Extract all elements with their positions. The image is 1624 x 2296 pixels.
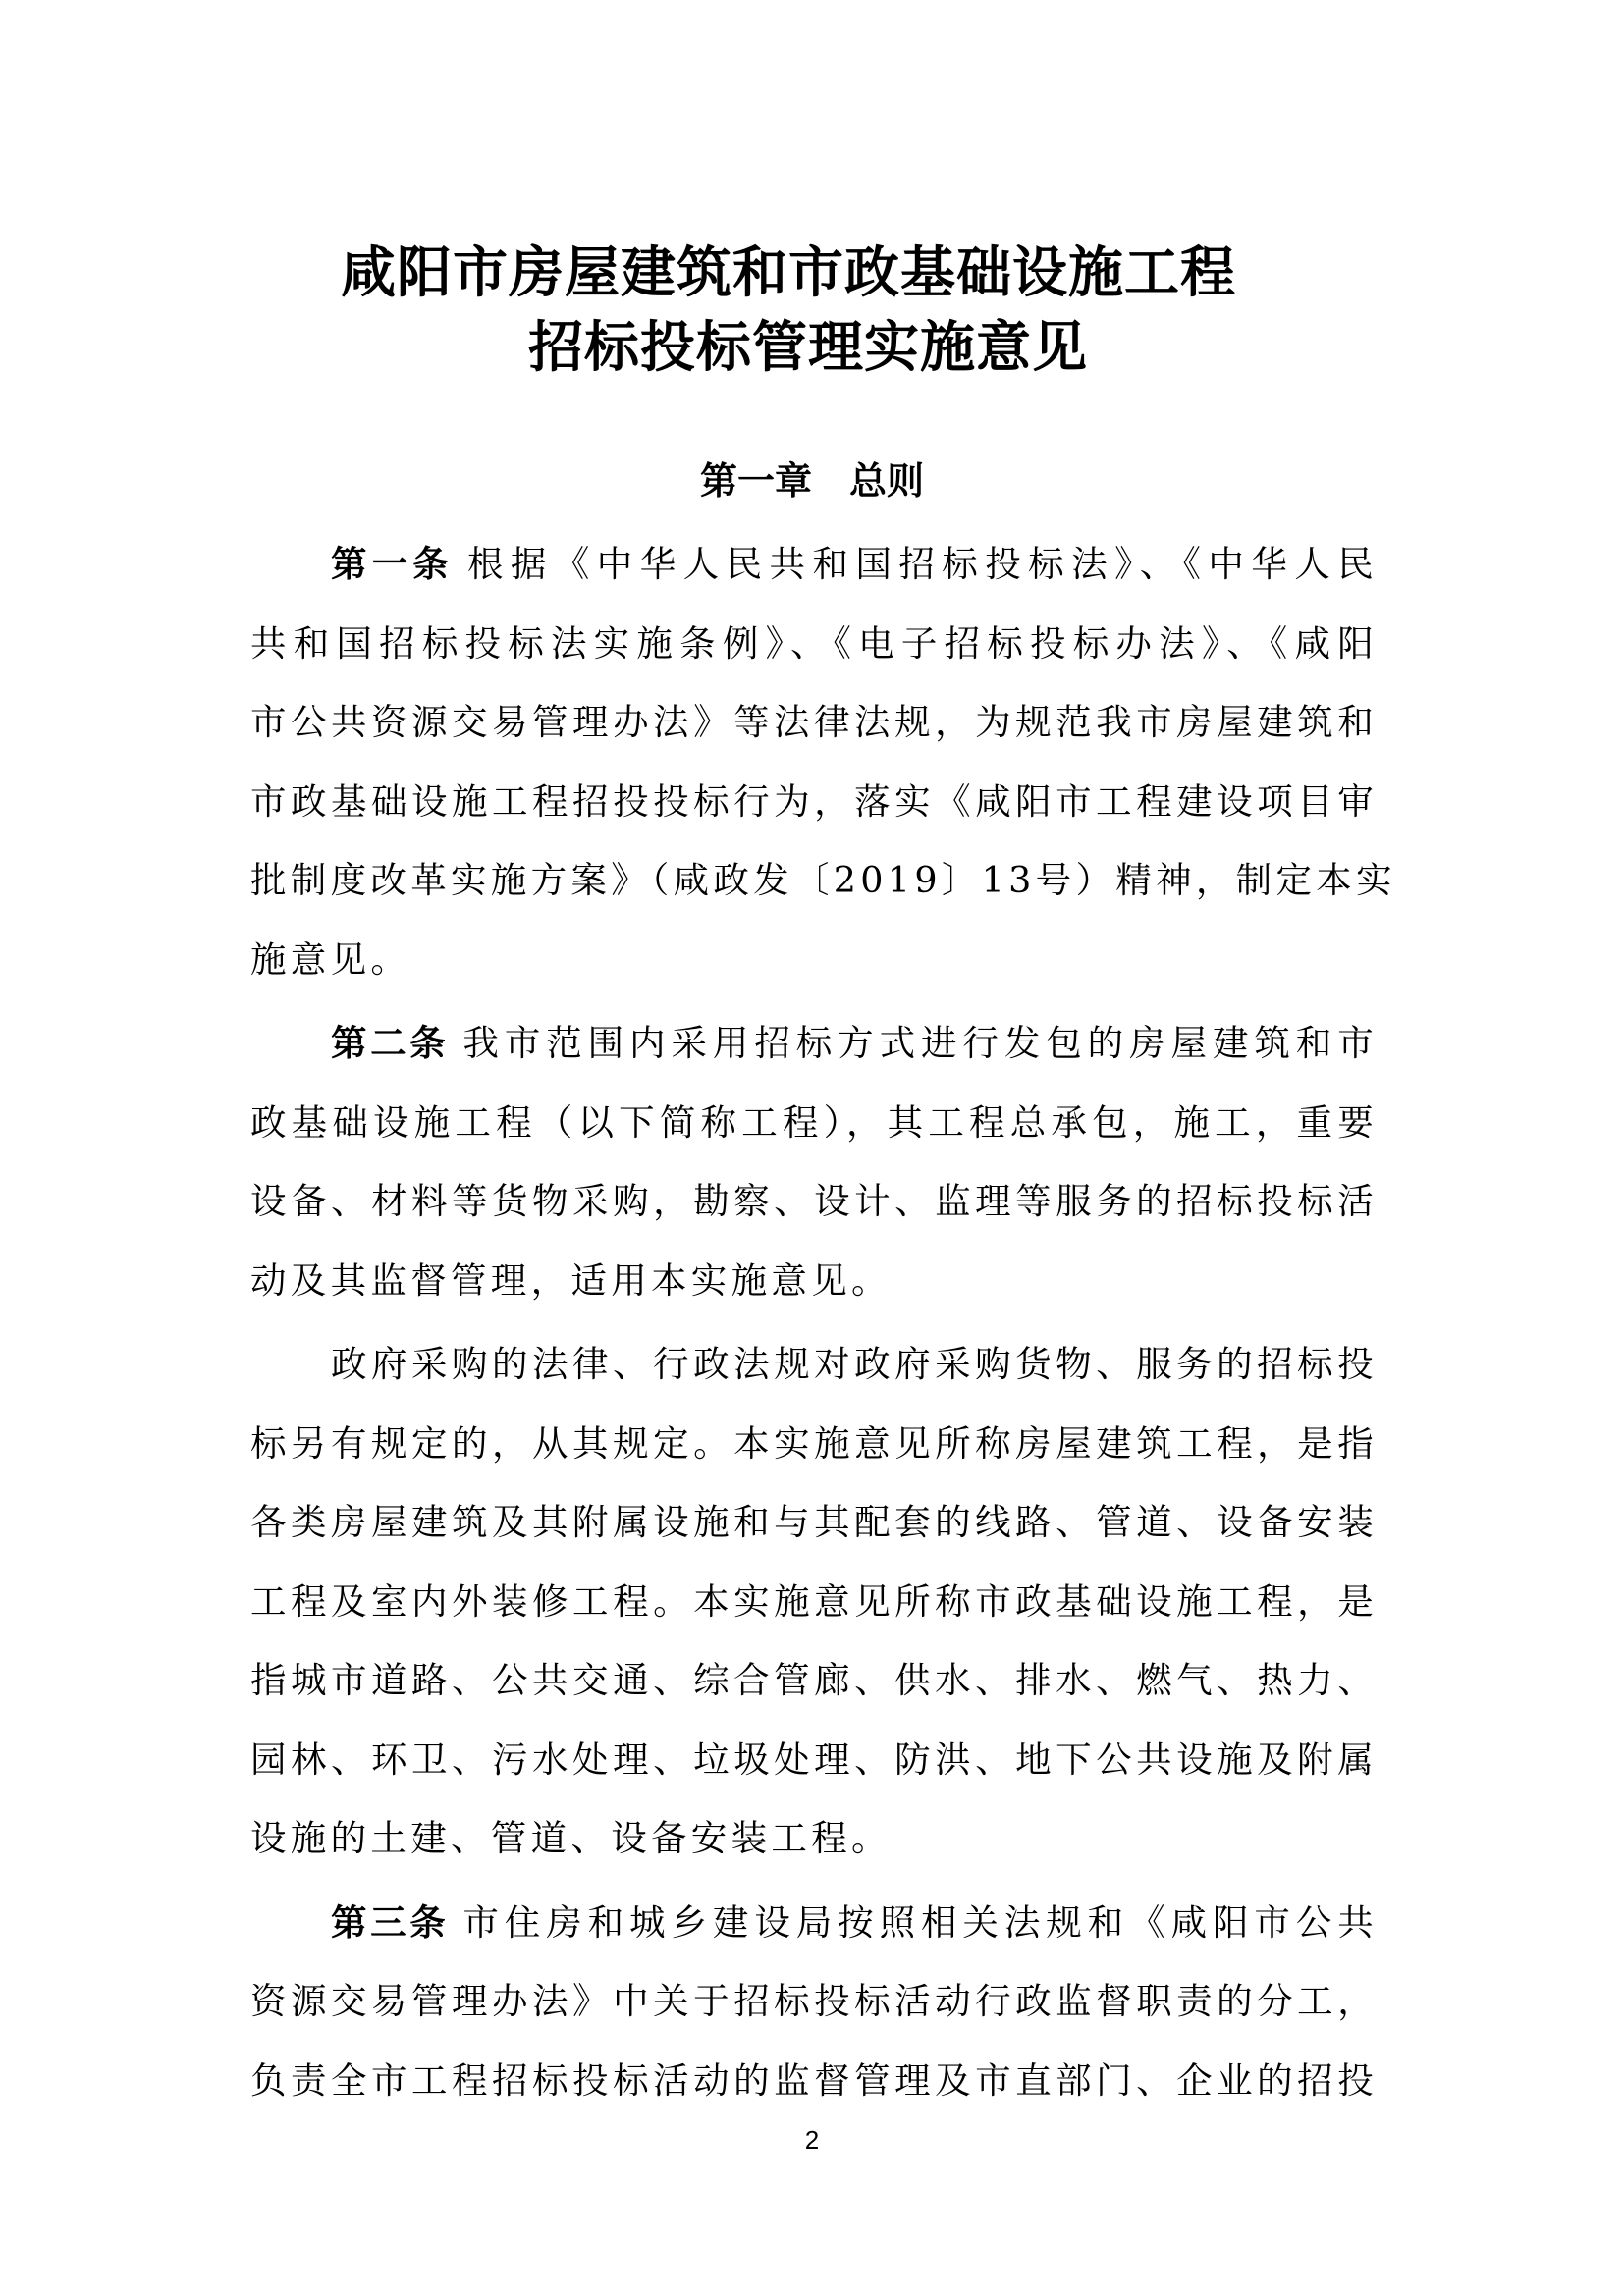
paragraph-line: 设备、材料等货物采购，勘察、设计、监理等服务的招标投标活 (250, 1180, 1378, 1222)
paragraph-line: 市公共资源交易管理办法》等法律法规，为规范我市房屋建筑和 (250, 701, 1378, 743)
paragraph-line: 设施的土建、管道、设备安装工程。 (250, 1817, 892, 1859)
article-2 (250, 1015, 1380, 1331)
document-body (250, 536, 1396, 2136)
line-text: 我市范围内采用招标方式进行发包的房屋建筑和市 (462, 1022, 1379, 1064)
article-label: 第三条 (331, 1900, 450, 1944)
paragraph-line: 园林、环卫、污水处理、垃圾处理、防洪、地下公共设施及附属 (250, 1737, 1378, 1781)
article-3 (250, 1895, 1380, 2132)
paragraph-line: 批制度改革实施方案》（咸政发〔2019〕13号）精神，制定本实 (250, 859, 1396, 901)
line-text: 市住房和城乡建设局按照相关法规和《咸阳市公共 (462, 1900, 1379, 1944)
paragraph-line: 市政基础设施工程招投投标行为，落实《咸阳市工程建设项目审 (250, 779, 1378, 823)
page-number: 2 (804, 2125, 820, 2155)
line-text: 根据《中华人民共和国招标投标法》、《中华人民 (466, 543, 1379, 585)
paragraph-line (250, 1015, 1378, 1095)
paragraph-line: 指城市道路、公共交通、综合管廊、供水、排水、燃气、热力、 (250, 1659, 1378, 1701)
paragraph-line: 政府采购的法律、行政法规对政府采购货物、服务的招标投 (331, 1343, 1378, 1385)
paragraph-line: 各类房屋建筑及其附属设施和与其配套的线路、管道、设备安装 (250, 1501, 1378, 1543)
document-title-line-1: 咸阳市房屋建筑和市政基础设施工程 (341, 241, 1236, 305)
paragraph-line: 动及其监督管理，适用本实施意见。 (250, 1258, 892, 1302)
paragraph-line: 共和国招标投标法实施条例》、《电子招标投标办法》、《咸阳 (250, 621, 1378, 665)
chapter-heading: 第一章 总则 (699, 459, 924, 503)
article-label: 第一条 (331, 543, 454, 585)
article-label: 第二条 (331, 1022, 450, 1064)
paragraph-line: 施意见。 (250, 937, 411, 981)
paragraph-line (250, 1895, 1378, 1974)
article-1 (250, 536, 1396, 1010)
paragraph-line: 标另有规定的，从其规定。本实施意见所称房屋建筑工程，是指 (250, 1421, 1378, 1465)
document-title-line-2: 招标投标管理实施意见 (528, 316, 1088, 380)
paragraph-line: 政基础设施工程（以下简称工程），其工程总承包，施工，重要 (250, 1100, 1378, 1144)
paragraph-line (250, 536, 1378, 615)
paragraph-line: 资源交易管理办法》中关于招标投标活动行政监督职责的分工， (250, 1980, 1378, 2022)
article-2-paragraph-2 (250, 1336, 1380, 1890)
paragraph-line: 负责全市工程招标投标活动的监督管理及市直部门、企业的招投 (250, 2058, 1378, 2102)
paragraph-line: 工程及室内外装修工程。本实施意见所称市政基础设施工程，是 (250, 1579, 1378, 1623)
